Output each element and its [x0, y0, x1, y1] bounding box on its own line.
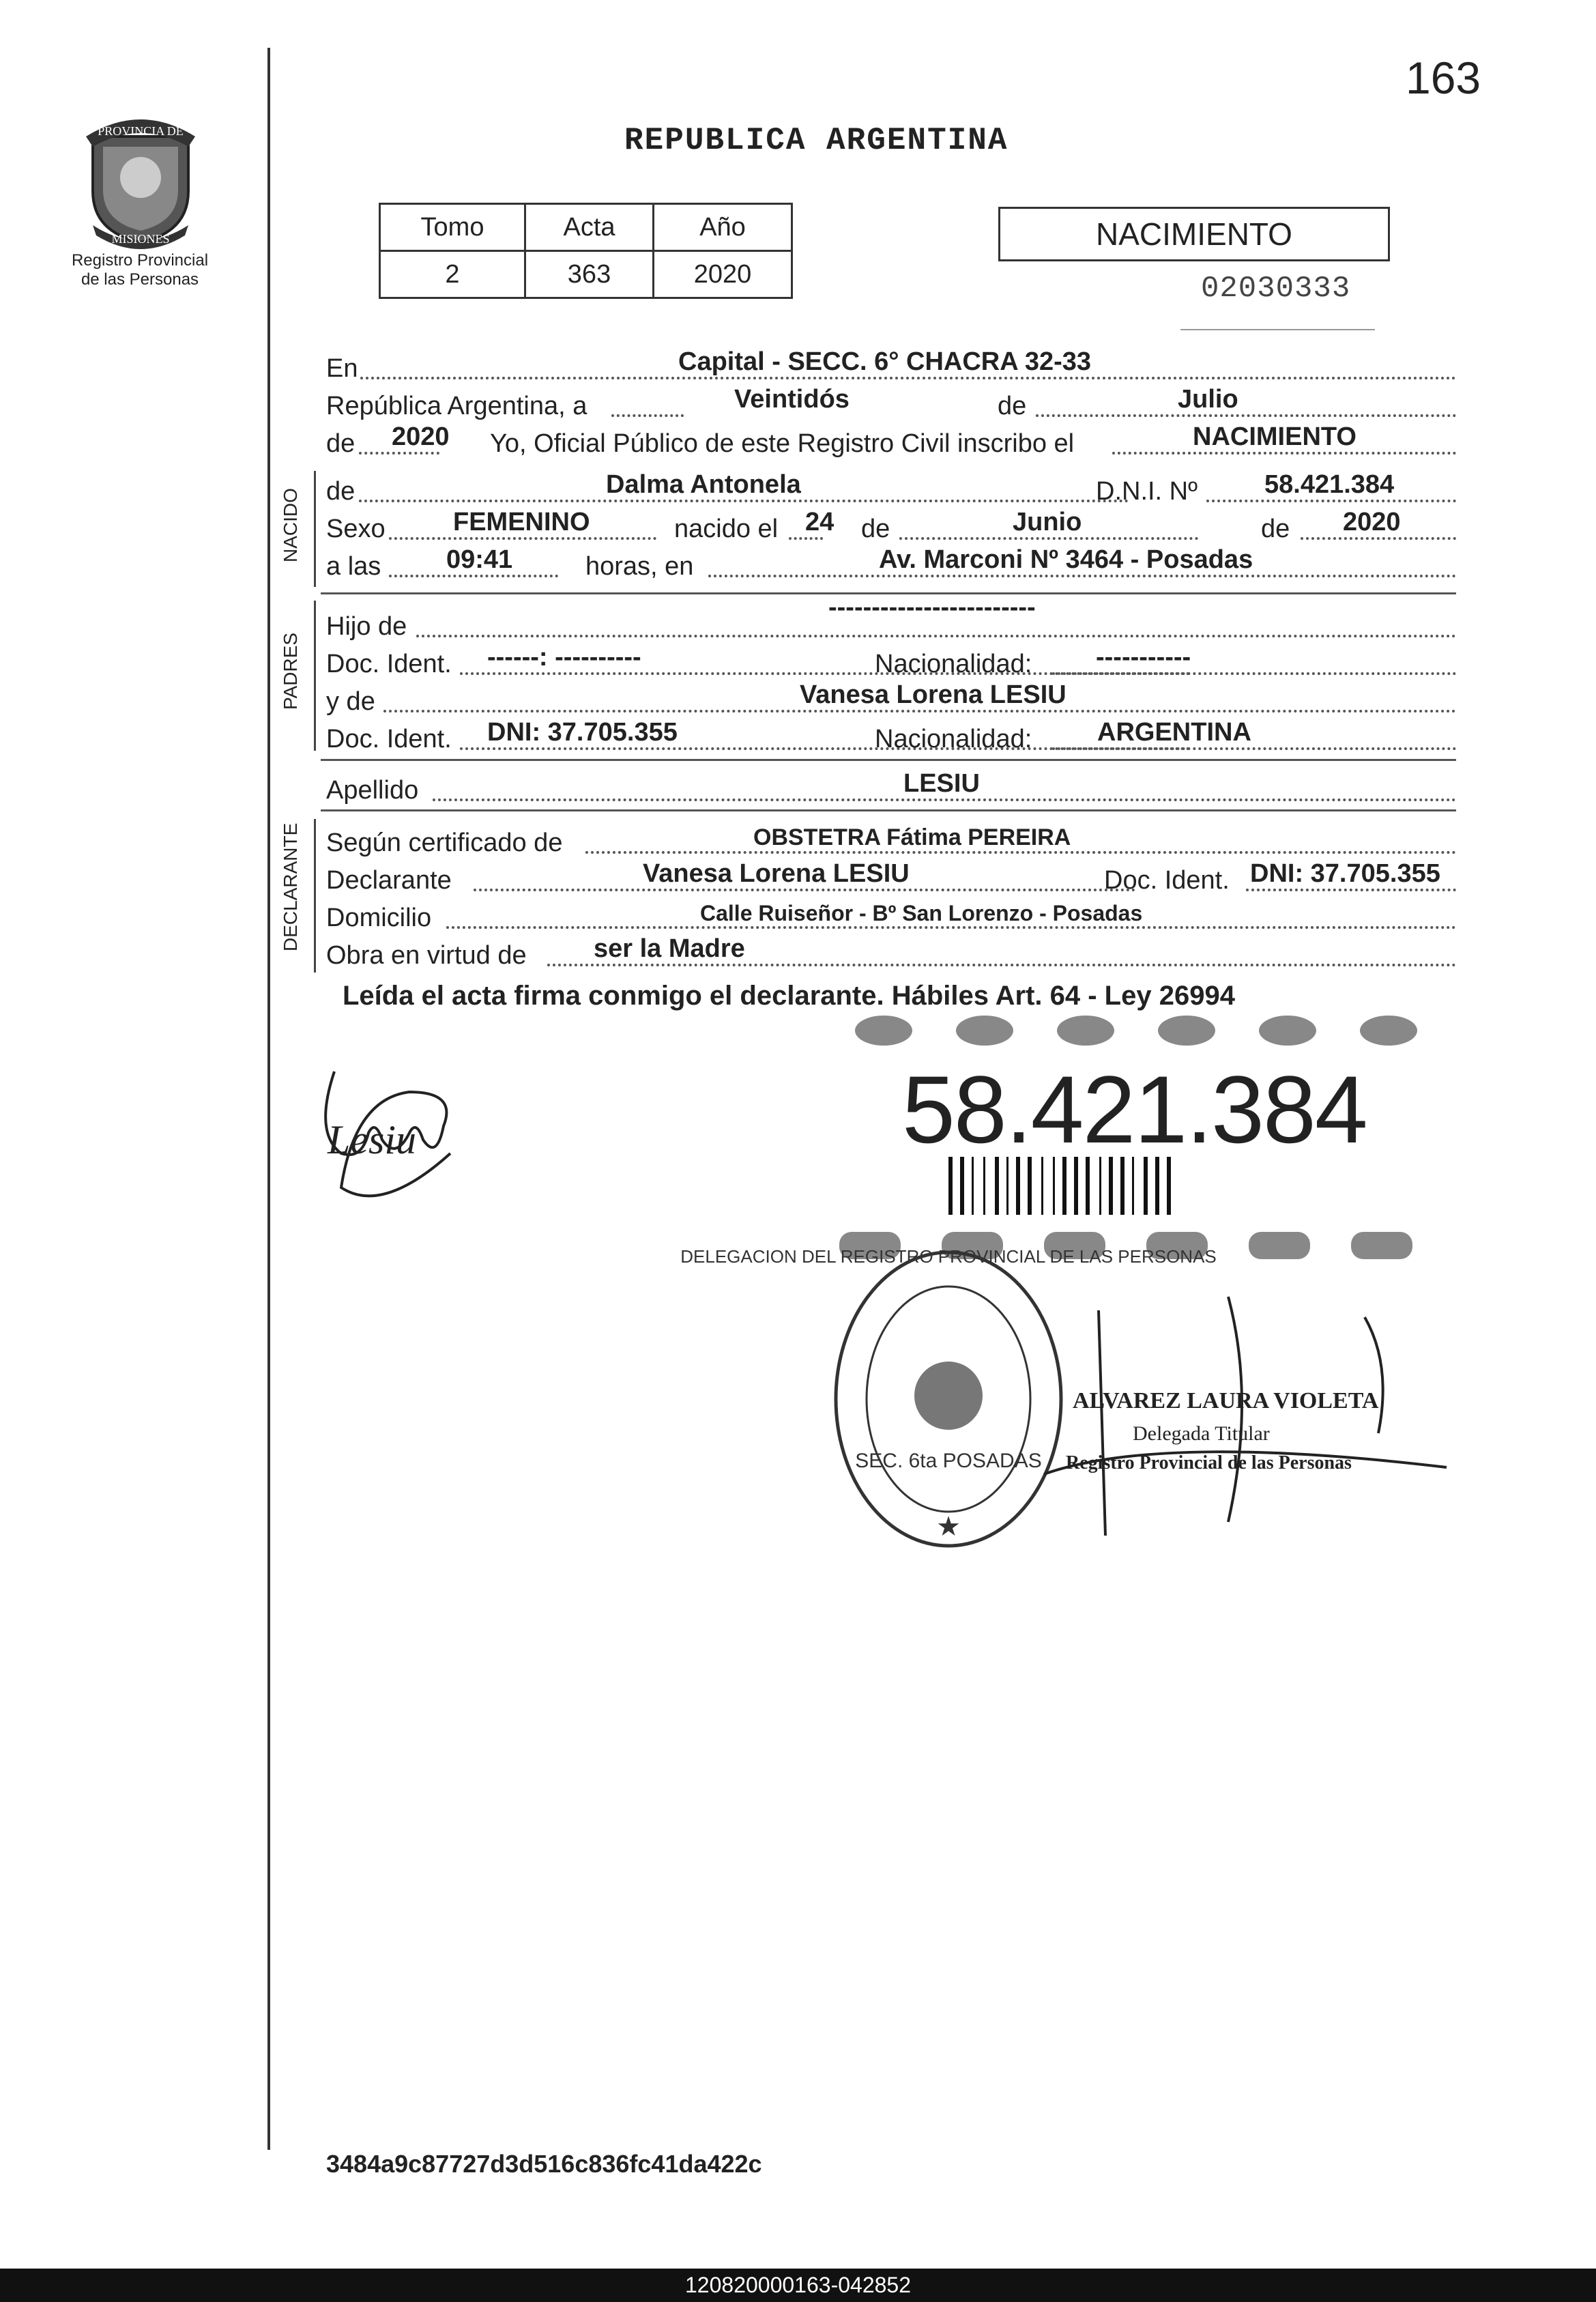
value-birth-day: 24 [805, 508, 835, 536]
official-name: ALVAREZ LAURA VIOLETA [1073, 1388, 1379, 1413]
value-birth-month: Junio [1013, 508, 1082, 536]
line-certificado: Según certificado de OBSTETRA Fátima PEREIRA [326, 822, 1456, 859]
svg-text:DELEGACION DEL REGISTRO PROVIN: DELEGACION DEL REGISTRO PROVINCIAL DE LAS PERSONAS [680, 1246, 1217, 1267]
value-time: 09:41 [446, 545, 513, 574]
official-org: Registro Provincial de las Personas [1066, 1452, 1352, 1473]
serial-number: 02030333 [1201, 272, 1351, 306]
value-month: Julio [1178, 385, 1238, 414]
official-role: Delegada Titular [1133, 1422, 1270, 1445]
value-ano: 2020 [654, 251, 792, 298]
line-hijo: Hijo de ------------------------ [326, 606, 1456, 643]
value-father: ------------------------ [828, 593, 1036, 622]
value-declarant: Vanesa Lorena LESIU [643, 859, 910, 888]
barcode-bar [1016, 1157, 1020, 1215]
registry-logo [55, 109, 225, 289]
barcode-bar [1109, 1157, 1113, 1215]
barcode-bar [1074, 1157, 1078, 1215]
official-signature [1024, 1297, 1447, 1542]
closing-statement: Leída el acta firma conmigo el declarante. Hábiles Art. 64 - Ley 26994 [343, 981, 1235, 1011]
value-acts-as: ser la Madre [594, 934, 745, 963]
barcode-bar [1132, 1157, 1134, 1215]
line-obra: Obra en virtud de ser la Madre [326, 935, 1456, 972]
barcode-bar [1120, 1157, 1125, 1215]
value-day: Veintidós [734, 385, 850, 414]
barcode-bar [1062, 1157, 1067, 1215]
barcode-bar [1155, 1157, 1159, 1215]
value-birth-place: Av. Marconi Nº 3464 - Posadas [879, 545, 1253, 574]
value-address: Calle Ruiseñor - Bº San Lorenzo - Posadas [700, 901, 1143, 925]
line-domicilio: Domicilio Calle Ruiseñor - Bº San Lorenzo - Posadas [326, 897, 1456, 934]
value-declarant-doc: DNI: 37.705.355 [1250, 859, 1440, 888]
barcode-bar [1006, 1157, 1009, 1215]
svg-text:PROVINCIA DE: PROVINCIA DE [98, 124, 184, 138]
sticker-top-oval [956, 1016, 1013, 1046]
sticker-bottom-logo [1249, 1232, 1310, 1259]
sticker-top-oval [1158, 1016, 1215, 1046]
record-type-box: NACIMIENTO [998, 207, 1390, 261]
barcode-bar [1099, 1157, 1101, 1215]
value-record-type: NACIMIENTO [1193, 422, 1356, 451]
header-tomo: Tomo [380, 204, 525, 251]
registry-table [379, 203, 793, 299]
document-hash: 3484a9c87727d3d516c836fc41da422c [326, 2150, 762, 2178]
logo-caption-line1: Registro Provincial [71, 251, 209, 270]
barcode-bar [948, 1157, 953, 1215]
barcode-bar [983, 1157, 985, 1215]
misiones-seal-icon [72, 109, 209, 246]
value-mother-doc: DNI: 37.705.355 [487, 718, 678, 747]
line-doc-mother: Doc. Ident. DNI: 37.705.355 Nacionalidad: ARGENTINA [326, 719, 1456, 756]
section-label-padres: PADRES [280, 632, 301, 710]
line-nombre: de Dalma Antonela D.N.I. Nº 58.421.384 [326, 471, 1456, 508]
value-birth-year: 2020 [1343, 508, 1401, 536]
barcode-bar [1028, 1157, 1032, 1215]
line-declarante: Declarante Vanesa Lorena LESIU Doc. Ident. DNI: 37.705.355 [326, 860, 1456, 897]
value-surname: LESIU [903, 769, 980, 798]
serial-underline [1180, 329, 1375, 330]
line-en: En Capital - SECC. 6° CHACRA 32-33 [326, 348, 1456, 385]
value-mother-nationality: ARGENTINA [1097, 718, 1251, 747]
page-number: 163 [1406, 53, 1481, 103]
line-apellido: Apellido LESIU [326, 770, 1456, 807]
declarant-signature [300, 1051, 471, 1222]
barcode-bar [1144, 1157, 1148, 1215]
value-name: Dalma Antonela [606, 470, 801, 499]
sticker-dni-number: 58.421.384 [902, 1056, 1367, 1163]
sticker-top-oval [1360, 1016, 1417, 1046]
value-year: 2020 [392, 422, 450, 451]
header-acta: Acta [525, 204, 654, 251]
footer-code: 120820000163-042852 [0, 2269, 1596, 2302]
line-y-de: y de Vanesa Lorena LESIU [326, 681, 1456, 718]
sticker-top-oval [1259, 1016, 1316, 1046]
header-ano: Año [654, 204, 792, 251]
barcode-bar [972, 1157, 974, 1215]
line-hora: a las 09:41 horas, en Av. Marconi Nº 3464 - Posadas [326, 546, 1456, 583]
value-sex: FEMENINO [453, 508, 590, 536]
document-title: REPUBLICA ARGENTINA [624, 123, 1009, 158]
section-label-declarante: DECLARANTE [280, 822, 301, 951]
line-republica: República Argentina, a Veintidós de Julio [326, 386, 1456, 422]
svg-text:MISIONES: MISIONES [111, 232, 170, 246]
value-dni: 58.421.384 [1264, 470, 1395, 499]
logo-caption-line2: de las Personas [81, 270, 199, 289]
value-certificate: OBSTETRA Fátima PEREIRA [753, 824, 1071, 850]
line-de-year: de 2020 Yo, Oficial Público de este Registro Civil inscribo el NACIMIENTO [326, 423, 1456, 460]
barcode-bar [1086, 1157, 1090, 1215]
svg-text:★: ★ [936, 1512, 961, 1542]
value-place: Capital - SECC. 6° CHACRA 32-33 [678, 347, 1092, 376]
svg-text:Lesiu: Lesiu [328, 1117, 417, 1162]
sticker-bottom-logo [1351, 1232, 1412, 1259]
barcode-bar [960, 1157, 964, 1215]
barcode-bar [995, 1157, 999, 1215]
sticker-top-oval [855, 1016, 912, 1046]
line-sexo: Sexo FEMENINO nacido el 24 de Junio de 2020 [326, 508, 1456, 545]
line-doc-father: Doc. Ident. ------: ---------- Nacionalidad: ----------- [326, 644, 1456, 680]
barcode-bar [1041, 1157, 1043, 1215]
value-father-doc: ------: ---------- [487, 643, 641, 672]
value-tomo: 2 [380, 251, 525, 298]
barcode-bar [1167, 1157, 1171, 1215]
value-father-nationality: ----------- [1096, 643, 1191, 672]
sticker-top-oval [1057, 1016, 1114, 1046]
section-label-nacido: NACIDO [280, 488, 301, 562]
value-mother: Vanesa Lorena LESIU [800, 680, 1067, 709]
margin-line [267, 48, 270, 2150]
barcode-bar [1053, 1157, 1055, 1215]
svg-text:SEC. 6ta POSADAS: SEC. 6ta POSADAS [855, 1450, 1042, 1472]
value-acta: 363 [525, 251, 654, 298]
